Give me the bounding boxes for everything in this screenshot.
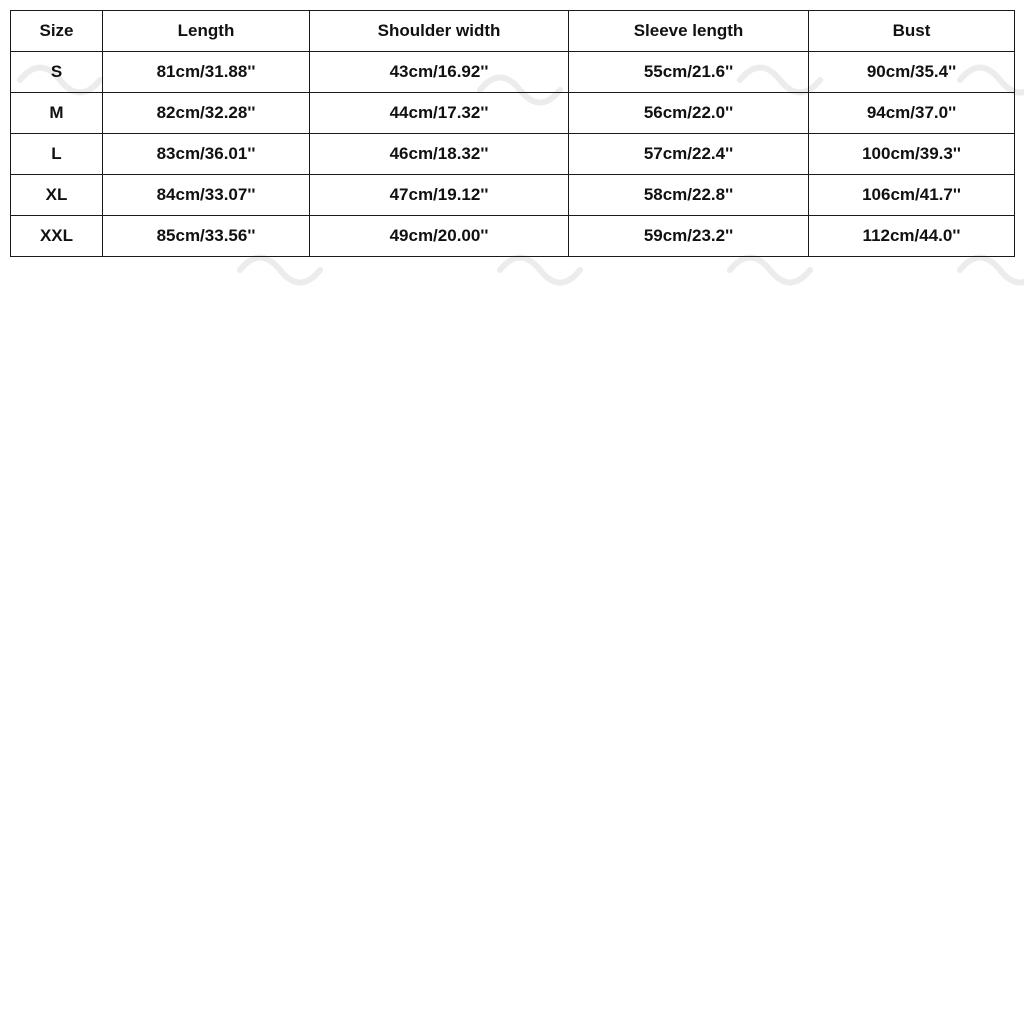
table-row [11, 134, 1015, 175]
cell-length: 83cm/36.01'' [103, 134, 310, 175]
cell-shoulder-width: 43cm/16.92'' [310, 52, 569, 93]
cell-sleeve-length: 59cm/23.2'' [569, 216, 809, 257]
cell-bust: 112cm/44.0'' [809, 216, 1015, 257]
table-row [11, 52, 1015, 93]
cell-size: XXL [11, 216, 103, 257]
cell-sleeve-length: 58cm/22.8'' [569, 175, 809, 216]
cell-shoulder-width: 47cm/19.12'' [310, 175, 569, 216]
cell-length: 82cm/32.28'' [103, 93, 310, 134]
header-bust: Bust [809, 11, 1015, 52]
header-sleeve-length: Sleeve length [569, 11, 809, 52]
cell-sleeve-length: 56cm/22.0'' [569, 93, 809, 134]
cell-length: 85cm/33.56'' [103, 216, 310, 257]
table-row [11, 216, 1015, 257]
cell-sleeve-length: 57cm/22.4'' [569, 134, 809, 175]
cell-size: S [11, 52, 103, 93]
table-row [11, 175, 1015, 216]
table-row [11, 93, 1015, 134]
cell-bust: 100cm/39.3'' [809, 134, 1015, 175]
size-chart-table [10, 10, 1015, 257]
cell-size: L [11, 134, 103, 175]
cell-size: XL [11, 175, 103, 216]
header-shoulder-width: Shoulder width [310, 11, 569, 52]
cell-bust: 106cm/41.7'' [809, 175, 1015, 216]
cell-shoulder-width: 46cm/18.32'' [310, 134, 569, 175]
header-length: Length [103, 11, 310, 52]
cell-bust: 94cm/37.0'' [809, 93, 1015, 134]
cell-length: 81cm/31.88'' [103, 52, 310, 93]
cell-length: 84cm/33.07'' [103, 175, 310, 216]
cell-shoulder-width: 44cm/17.32'' [310, 93, 569, 134]
table-header-row [11, 11, 1015, 52]
cell-size: M [11, 93, 103, 134]
cell-sleeve-length: 55cm/21.6'' [569, 52, 809, 93]
cell-bust: 90cm/35.4'' [809, 52, 1015, 93]
cell-shoulder-width: 49cm/20.00'' [310, 216, 569, 257]
header-size: Size [11, 11, 103, 52]
